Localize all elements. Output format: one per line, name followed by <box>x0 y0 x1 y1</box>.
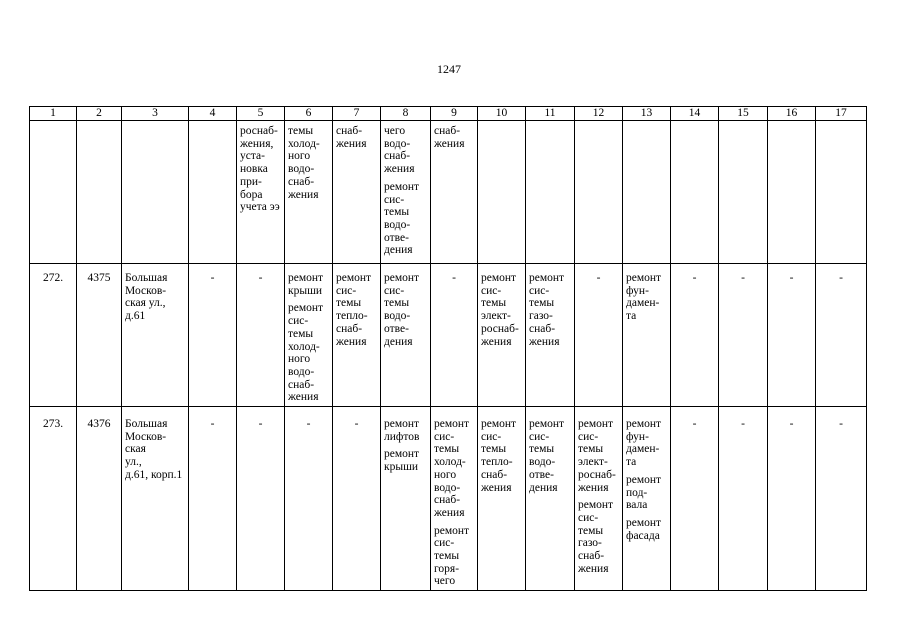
cell-col-13 <box>623 264 671 407</box>
cell-text: темы холод- ного водо- снаб- жения <box>288 125 320 201</box>
dash-mark: - <box>258 272 263 284</box>
cell-col-4 <box>189 407 237 591</box>
column-number-6: 6 <box>285 107 333 121</box>
cell-col-9 <box>431 264 478 407</box>
cell-text: ремонт сис- темы газо- снаб- жения <box>529 272 565 348</box>
dash-mark: - <box>452 272 456 284</box>
column-number-10: 10 <box>478 107 526 121</box>
cell-col-7 <box>333 121 381 264</box>
cell-text: 4375 <box>87 272 111 284</box>
cell-text: ремонт сис- темы холод- ного водо- снаб- жения <box>288 302 324 404</box>
dash-mark: - <box>258 418 263 430</box>
cell-col-15 <box>719 264 768 407</box>
cell-text: ремонт фун- дамен- та <box>626 418 662 469</box>
cell-col-6 <box>285 264 333 407</box>
cell-col-10 <box>478 264 526 407</box>
data-table <box>29 106 867 591</box>
cell-text: снаб- жения <box>336 125 367 150</box>
cell-col-14 <box>671 407 719 591</box>
cell-col-7 <box>333 264 381 407</box>
cell-text: ремонт крыши <box>384 448 420 474</box>
cell-text: ремонт сис- темы холод- ного водо- снаб- жения <box>434 418 470 519</box>
cell-col-1 <box>30 121 77 264</box>
cell-text: ремонт сис- темы водо- отве- дения <box>529 418 565 494</box>
cell-text: ремонт сис- темы горя- чего <box>434 524 470 588</box>
cell-col-13 <box>623 121 671 264</box>
cell-col-3 <box>122 121 189 264</box>
column-number-7: 7 <box>333 107 381 121</box>
cell-col-14 <box>671 121 719 264</box>
cell-col-7 <box>333 407 381 591</box>
cell-col-5 <box>237 407 285 591</box>
dash-mark: - <box>692 272 697 284</box>
cell-col-16 <box>768 264 816 407</box>
cell-col-8 <box>381 121 431 264</box>
dash-mark: - <box>210 418 215 430</box>
cell-col-16 <box>768 121 816 264</box>
cell-col-8 <box>381 407 431 591</box>
cell-text: снаб- жения <box>434 125 465 150</box>
cell-col-1 <box>30 264 77 407</box>
cell-col-13 <box>623 407 671 591</box>
cell-col-11 <box>526 121 575 264</box>
address-text: Большая Москов- ская ул., д.61 <box>125 272 168 323</box>
column-number-12: 12 <box>575 107 623 121</box>
dash-mark: - <box>789 272 794 284</box>
cell-text: ремонт сис- темы водо- отве- дения <box>384 180 420 257</box>
column-number-8: 8 <box>381 107 431 121</box>
cell-col-1 <box>30 407 77 591</box>
cell-col-2 <box>77 407 122 591</box>
cell-col-2 <box>77 121 122 264</box>
cell-col-12 <box>575 121 623 264</box>
row-number: 272. <box>42 272 64 284</box>
column-number-4: 4 <box>189 107 237 121</box>
cell-text: ремонт сис- темы тепло- снаб- жения <box>481 418 517 494</box>
column-number-3: 3 <box>122 107 189 121</box>
cell-col-10 <box>478 407 526 591</box>
cell-col-9 <box>431 407 478 591</box>
column-number-13: 13 <box>623 107 671 121</box>
dash-mark: - <box>354 418 359 430</box>
cell-text: ремонт сис- темы элект- роснаб- жения <box>481 272 519 348</box>
column-number-1: 1 <box>30 107 77 121</box>
cell-col-11 <box>526 264 575 407</box>
dash-mark: - <box>839 272 843 284</box>
dash-mark: - <box>692 418 697 430</box>
column-number-5: 5 <box>237 107 285 121</box>
cell-text: ремонт сис- темы газо- снаб- жения <box>578 499 614 575</box>
dash-mark: - <box>789 418 794 430</box>
dash-mark: - <box>210 272 215 284</box>
cell-text: чего водо- снаб- жения <box>384 125 415 176</box>
cell-col-6 <box>285 121 333 264</box>
cell-text: ремонт под- вала <box>626 473 662 512</box>
dash-mark: - <box>839 418 843 430</box>
cell-col-15 <box>719 407 768 591</box>
cell-col-10 <box>478 121 526 264</box>
dash-mark: - <box>306 418 311 430</box>
cell-col-2 <box>77 264 122 407</box>
column-number-11: 11 <box>526 107 575 121</box>
column-number-2: 2 <box>77 107 122 121</box>
column-number-17: 17 <box>816 107 867 121</box>
cell-col-4 <box>189 264 237 407</box>
cell-col-12 <box>575 264 623 407</box>
column-number-9: 9 <box>431 107 478 121</box>
column-number-14: 14 <box>671 107 719 121</box>
cell-col-16 <box>768 407 816 591</box>
cell-col-6 <box>285 407 333 591</box>
dash-mark: - <box>741 272 745 284</box>
cell-text: ремонт фун- дамен- та <box>626 272 662 323</box>
cell-text: ремонт сис- темы водо- отве- дения <box>384 272 420 348</box>
dash-mark: - <box>596 272 601 284</box>
cell-text: 4376 <box>87 418 111 430</box>
cell-col-5 <box>237 121 285 264</box>
cell-col-9 <box>431 121 478 264</box>
address-text: Большая Москов- ская ул., д.61, корп.1 <box>125 418 183 481</box>
cell-col-14 <box>671 264 719 407</box>
cell-col-4 <box>189 121 237 264</box>
cell-col-8 <box>381 264 431 407</box>
cell-col-5 <box>237 264 285 407</box>
cell-text: ремонт крыши <box>288 272 324 297</box>
cell-col-3 <box>122 264 189 407</box>
cell-col-3 <box>122 407 189 591</box>
cell-text: ремонт сис- темы тепло- снаб- жения <box>336 272 372 348</box>
dash-mark: - <box>741 418 745 430</box>
cell-text: ремонт фасада <box>626 516 662 542</box>
cell-col-12 <box>575 407 623 591</box>
column-number-16: 16 <box>768 107 816 121</box>
row-number: 273. <box>42 418 64 430</box>
cell-text: ремонт сис- темы элект- роснаб- жения <box>578 418 616 494</box>
cell-text: ремонт лифтов <box>384 418 420 443</box>
cell-col-11 <box>526 407 575 591</box>
page-number: 1247 <box>437 62 461 76</box>
cell-col-15 <box>719 121 768 264</box>
cell-col-17 <box>816 407 867 591</box>
column-number-15: 15 <box>719 107 768 121</box>
cell-col-17 <box>816 121 867 264</box>
cell-col-17 <box>816 264 867 407</box>
cell-text: роснаб- жения, уста- новка при- бора учета ээ <box>240 125 280 214</box>
